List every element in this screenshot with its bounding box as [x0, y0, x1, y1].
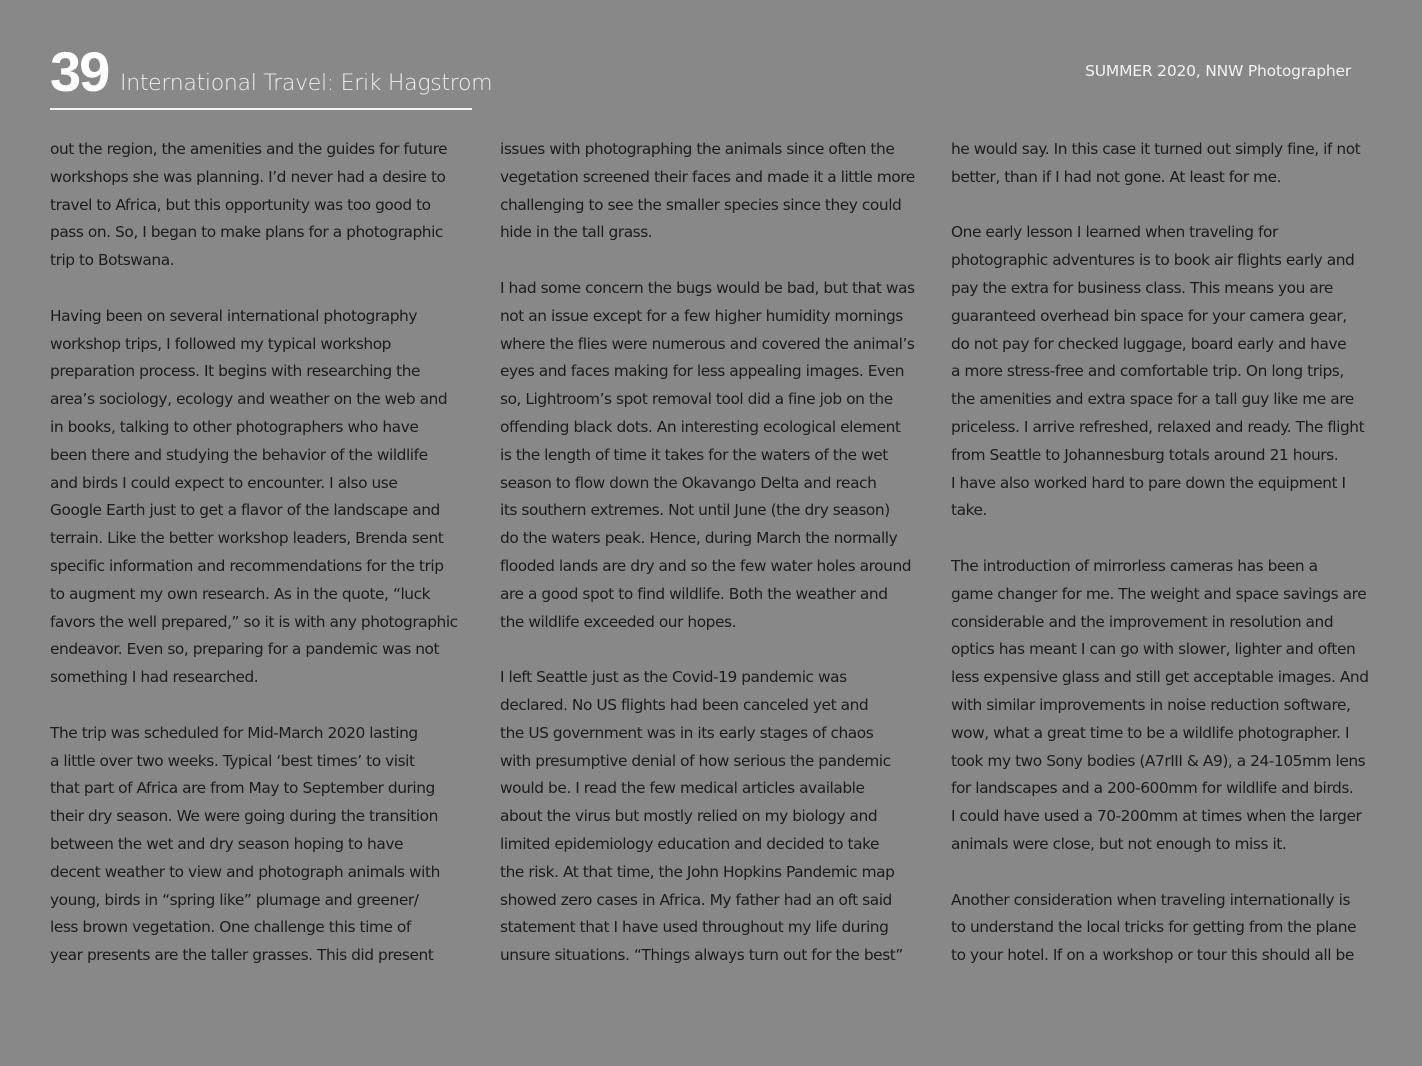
text-line: The introduction of mirrorless cameras has been a — [951, 556, 1318, 575]
text-line: would be. I read the few medical articles available — [500, 779, 865, 798]
text-line: eyes and faces making for less appealing images. Even — [500, 362, 905, 381]
text-line: the risk. At that time, the John Hopkins Pandemic map — [500, 862, 895, 881]
text-line: to augment my own research. As in the quote, “luck — [50, 584, 431, 603]
text-line: workshop trips, I followed my typical workshop — [50, 334, 392, 353]
text-line: took my two Sony bodies (A7rIII & A9), a 24-105mm lens — [951, 751, 1366, 770]
text-line: are a good spot to find wildlife. Both the weather and — [500, 584, 888, 603]
text-line: terrain. Like the better workshop leaders, Brenda sent — [50, 529, 444, 548]
text-line: I left Seattle just as the Covid-19 pandemic was — [500, 668, 847, 687]
paragraph — [951, 553, 1376, 859]
text-line: One early lesson I learned when traveling for — [951, 223, 1278, 242]
text-line: better, than if I had not gone. At least for me. — [951, 167, 1282, 186]
text-column-2 — [500, 136, 925, 998]
paragraph — [50, 136, 475, 275]
text-line: I have also worked hard to pare down the equipment I — [951, 473, 1346, 492]
text-line: pay the extra for business class. This means you are — [951, 278, 1333, 297]
text-line: out the region, the amenities and the guides for future — [50, 140, 448, 158]
text-line: the US government was in its early stages of chaos — [500, 723, 874, 742]
paragraph — [951, 219, 1376, 525]
text-line: a little over two weeks. Typical ‘best times’ to visit — [50, 751, 415, 770]
paragraph — [50, 303, 475, 692]
text-line: favors the well prepared,” so it is with any photographic — [50, 612, 458, 631]
text-line: with presumptive denial of how serious the pandemic — [500, 751, 891, 770]
text-line: the amenities and extra space for a tall guy like me are — [951, 390, 1354, 409]
text-line: flooded lands are dry and so the few water holes around — [500, 556, 912, 575]
page-number: 39 — [50, 40, 109, 103]
text-line: a more stress-free and comfortable trip. On long trips, — [951, 362, 1344, 381]
text-line: to understand the local tricks for getting from the plane — [951, 918, 1357, 937]
paragraph — [500, 664, 925, 970]
text-line: its southern extremes. Not until June (the dry season) — [500, 501, 890, 520]
text-column-3 — [951, 136, 1376, 998]
text-line: specific information and recommendations for the trip — [50, 556, 444, 575]
text-line: do not pay for checked luggage, board early and have — [951, 334, 1347, 353]
text-line: he would say. In this case it turned out simply fine, if not — [951, 140, 1361, 158]
text-line: priceless. I arrive refreshed, relaxed and ready. The flight — [951, 417, 1365, 436]
text-line: less brown vegetation. One challenge this time of — [50, 918, 411, 937]
text-line: young, birds in “spring like” plumage and greener/ — [50, 890, 419, 909]
text-line: guaranteed overhead bin space for your camera gear, — [951, 306, 1347, 325]
text-line: endeavor. Even so, preparing for a pandemic was not — [50, 640, 440, 659]
text-line: Google Earth just to get a flavor of the landscape and — [50, 501, 440, 520]
text-line: Another consideration when traveling internationally is — [951, 890, 1351, 909]
text-line: that part of Africa are from May to September during — [50, 779, 435, 798]
text-line: photographic adventures is to book air flights early and — [951, 251, 1355, 270]
text-line: season to flow down the Okavango Delta and reach — [500, 473, 877, 492]
text-line: with similar improvements in noise reduction software, — [951, 695, 1351, 714]
text-line: between the wet and dry season hoping to have — [50, 834, 404, 853]
text-line: for landscapes and a 200-600mm for wildlife and birds. — [951, 779, 1354, 798]
text-line: The trip was scheduled for Mid-March 2020 lasting — [50, 723, 418, 742]
paragraph — [951, 136, 1376, 192]
text-line: from Seattle to Johannesburg totals around 21 hours. — [951, 445, 1339, 464]
text-line: I had some concern the bugs would be bad, but that was — [500, 278, 915, 297]
text-line: about the virus but mostly relied on my biology and — [500, 807, 878, 826]
text-line: optics has meant I can go with slower, lighter and often — [951, 640, 1356, 659]
text-line: animals were close, but not enough to miss it. — [951, 834, 1287, 853]
page-header — [50, 38, 493, 110]
text-line: wow, what a great time to be a wildlife photographer. I — [951, 723, 1350, 742]
paragraph — [500, 136, 925, 247]
text-line: something I had researched. — [50, 668, 259, 687]
text-line: is the length of time it takes for the waters of the wet — [500, 445, 888, 464]
text-line: hide in the tall grass. — [500, 223, 653, 242]
text-line: area’s sociology, ecology and weather on the web and — [50, 390, 448, 409]
paragraph — [951, 887, 1376, 970]
text-line: declared. No US flights had been canceled yet and — [500, 695, 869, 714]
paragraph — [50, 720, 475, 970]
text-line: workshops she was planning. I’d never had a desire to — [50, 167, 446, 186]
text-line: their dry season. We were going during the transition — [50, 807, 438, 826]
text-line: trip to Botswana. — [50, 251, 175, 270]
text-line: challenging to see the smaller species since they could — [500, 195, 902, 214]
text-line: less expensive glass and still get acceptable images. And — [951, 668, 1369, 687]
text-line: statement that I have used throughout my life during — [500, 918, 889, 937]
text-line: game changer for me. The weight and space savings are — [951, 584, 1367, 603]
text-line: where the flies were numerous and covered the animal’s — [500, 334, 915, 353]
text-line: decent weather to view and photograph animals with — [50, 862, 440, 881]
text-line: offending black dots. An interesting ecological element — [500, 417, 901, 436]
text-column-1 — [50, 136, 475, 998]
text-line: considerable and the improvement in resolution and — [951, 612, 1334, 631]
text-line: unsure situations. “Things always turn out for the best” — [500, 946, 903, 965]
text-line: to your hotel. If on a workshop or tour this should all be — [951, 946, 1354, 965]
paragraph — [500, 275, 925, 636]
text-line: Having been on several international photography — [50, 306, 418, 325]
text-line: pass on. So, I began to make plans for a photographic — [50, 223, 443, 242]
text-line: not an issue except for a few higher humidity mornings — [500, 306, 903, 325]
text-line: I could have used a 70-200mm at times when the larger — [951, 807, 1362, 826]
text-line: travel to Africa, but this opportunity was too good to — [50, 195, 431, 214]
text-line: the wildlife exceeded our hopes. — [500, 612, 737, 631]
text-line: showed zero cases in Africa. My father had an oft said — [500, 890, 892, 909]
text-line: limited epidemiology education and decided to take — [500, 834, 880, 853]
text-line: preparation process. It begins with researching the — [50, 362, 421, 381]
text-line: in books, talking to other photographers who have — [50, 417, 419, 436]
text-line: take. — [951, 501, 987, 520]
article-title: International Travel: Erik Hagstrom — [120, 71, 493, 96]
text-line: been there and studying the behavior of the wildlife — [50, 445, 428, 464]
text-line: so, Lightroom’s spot removal tool did a fine job on the — [500, 390, 893, 409]
text-line: issues with photographing the animals since often the — [500, 140, 895, 158]
issue-label: SUMMER 2020, NNW Photographer — [1085, 62, 1351, 80]
text-line: and birds I could expect to encounter. I also use — [50, 473, 398, 492]
text-line: vegetation screened their faces and made it a little more — [500, 167, 915, 186]
text-line: do the waters peak. Hence, during March the normally — [500, 529, 898, 548]
text-line: year presents are the taller grasses. This did present — [50, 946, 434, 965]
